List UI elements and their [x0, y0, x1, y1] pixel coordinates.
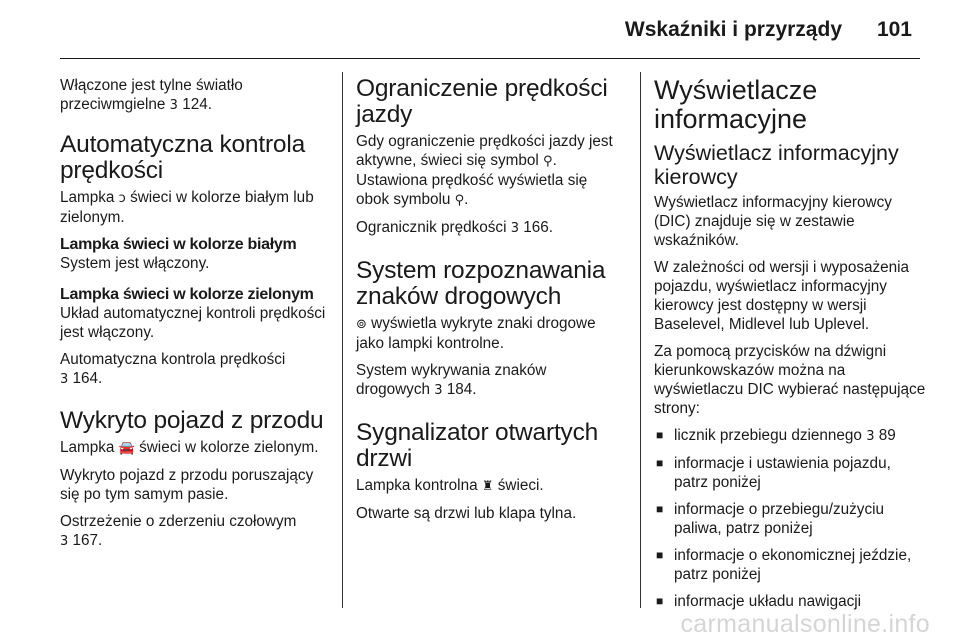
paragraph — [60, 512, 332, 551]
text: świeci w kolorze zielonym. — [139, 439, 319, 456]
section-heading: Wyświetlacz informacyjny kierowcy — [654, 141, 899, 189]
paragraph: W zależności od wersji i wyposażenia pojazdu, wyświetlacz informacyjny kierowcy jest dostępny w wersji Baselevel, Midlevel lub Uplevel. — [654, 259, 910, 333]
page-list — [654, 426, 926, 611]
subheading: Lampka świeci w kolorze białym — [60, 236, 297, 253]
door-open-icon: ♜ — [481, 479, 494, 494]
paragraph: Wykryto pojazd z przodu poruszający się po tym samym pasie. — [60, 467, 314, 503]
reference-arrow-icon: 3 — [60, 372, 69, 387]
page-header — [0, 0, 960, 60]
paragraph: Wyświetlacz informacyjny kierowcy (DIC) znajduje się w zestawie wskaźników. — [654, 194, 892, 249]
subheading: Lampka świeci w kolorze zielonym — [60, 286, 314, 303]
column-1 — [60, 76, 332, 559]
reference-arrow-icon: 3 — [866, 429, 875, 444]
bullet-icon: ■ — [656, 428, 664, 442]
text: Lampka — [60, 189, 115, 206]
text: System wykrywania znaków drogowych — [356, 362, 547, 398]
text: informacje układu nawigacji — [674, 593, 862, 610]
column-divider — [640, 72, 641, 608]
page-reference[interactable]: 89 — [878, 427, 896, 444]
page-reference[interactable]: 124. — [182, 96, 212, 113]
bullet-icon: ■ — [656, 502, 664, 516]
paragraph — [60, 188, 332, 227]
watermark: carmanualsonline.info — [680, 610, 930, 638]
page-reference[interactable]: 167. — [72, 532, 103, 549]
bullet-icon: ■ — [656, 456, 664, 470]
text: świeci. — [497, 477, 544, 494]
text: Ustawiona prędkość wyświetla się obok symbolu — [356, 172, 588, 208]
header-rule — [60, 58, 920, 59]
traffic-sign-icon: ⊚ — [356, 317, 367, 332]
reference-arrow-icon: 3 — [169, 98, 178, 113]
paragraph — [60, 438, 332, 458]
list-item — [654, 546, 926, 584]
text: wyświetla wykryte znaki drogowe jako lampki kontrolne. — [356, 315, 596, 352]
reference-arrow-icon: 3 — [434, 383, 443, 398]
section-heading: System rozpoznawania znaków drogowych — [356, 257, 606, 310]
text: Gdy ograniczenie prędkości jazdy jest aktywne, świeci się symbol — [356, 133, 613, 169]
header-title: Wskaźniki i przyrządy — [624, 18, 842, 41]
text: Ogranicznik prędkości — [356, 219, 507, 236]
paragraph — [356, 314, 622, 353]
page-reference[interactable]: 164. — [72, 370, 103, 387]
text: informacje o przebiegu/zużyciu paliwa, patrz poniżej — [674, 501, 885, 537]
paragraph: System jest włączony. — [60, 255, 210, 272]
cruise-control-icon: ↄ — [118, 191, 126, 206]
list-item — [654, 426, 926, 446]
reference-arrow-icon: 3 — [510, 221, 520, 236]
section-heading: Ograniczenie prędkości jazdy — [356, 75, 608, 128]
text: Włączone jest tylne światło przeciwmgielne — [60, 77, 243, 113]
speed-limiter-icon: ⚲ — [454, 193, 465, 208]
reference-arrow-icon: 3 — [60, 534, 69, 549]
section-heading: Sygnalizator otwartych drzwi — [356, 419, 599, 472]
text: Automatyczna kontrola prędkości — [60, 351, 286, 368]
text: informacje i ustawienia pojazdu, patrz poniżej — [674, 455, 891, 491]
bullet-icon: ■ — [656, 594, 664, 608]
chapter-heading: Wyświetlacze informacyjne — [654, 75, 818, 134]
paragraph: Układ automatycznej kontroli prędkości jest włączony. — [60, 305, 326, 341]
vehicle-ahead-icon: 🚘 — [118, 441, 135, 456]
bullet-icon: ■ — [656, 548, 664, 562]
column-3 — [654, 76, 926, 619]
paragraph — [356, 361, 622, 400]
page-reference[interactable]: 166. — [523, 219, 554, 236]
paragraph — [356, 476, 622, 496]
section-heading: Automatyczna kontrola prędkości — [60, 131, 306, 184]
paragraph — [356, 218, 622, 238]
list-item — [654, 500, 926, 538]
column-2 — [356, 76, 622, 531]
paragraph: Otwarte są drzwi lub klapa tylna. — [356, 505, 577, 522]
speed-limiter-icon: ⚲ — [543, 154, 553, 169]
text: licznik przebiegu dziennego — [674, 427, 862, 444]
paragraph: Gdy ograniczenie prędkości jazdy jest aktywne, świeci się symbol ⚲. Ustawiona prędkość wyświetla się obok symbolu ⚲. — [356, 133, 613, 208]
text: Lampka — [60, 439, 115, 456]
paragraph — [60, 76, 332, 115]
section-heading: Wykryto pojazd z przodu — [60, 407, 324, 434]
text: informacje o ekonomicznej jeździe, patrz poniżej — [674, 547, 912, 583]
column-divider — [342, 72, 343, 608]
paragraph: Za pomocą przycisków na dźwigni kierunkowskazów można na wyświetlaczu DIC wybierać następujące strony: — [654, 343, 926, 417]
text: świeci w kolorze białym lub zielonym. — [60, 189, 314, 226]
text: Ostrzeżenie o zderzeniu czołowym — [60, 513, 297, 530]
paragraph — [60, 350, 332, 389]
page-reference[interactable]: 184. — [446, 381, 477, 398]
list-item — [654, 454, 926, 492]
text: Lampka kontrolna — [356, 477, 478, 494]
list-item — [654, 592, 926, 611]
page-number: 101 — [876, 18, 912, 41]
